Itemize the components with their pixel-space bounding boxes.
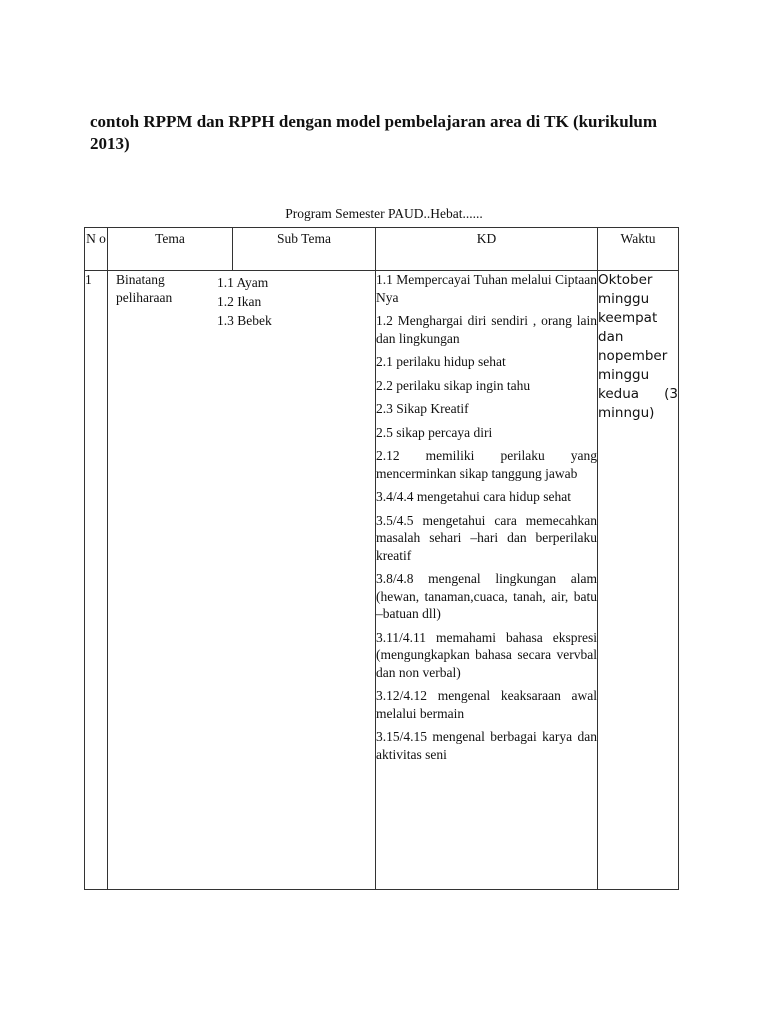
kd-item: 2.1 perilaku hidup sehat bbox=[376, 354, 506, 369]
kd-item: 3.11/4.11 memahami bahasa ekspresi (mengungkapkan bahasa secara vervbal dan non verbal) bbox=[376, 629, 597, 680]
sub-tema-item: 1.1 Ayam bbox=[217, 275, 269, 290]
cell-tema: Binatang peliharaan bbox=[116, 272, 173, 305]
sub-tema-list bbox=[217, 273, 272, 330]
kd-item: 2.3 Sikap Kreatif bbox=[376, 401, 469, 416]
table-header-row bbox=[85, 228, 679, 271]
kd-item: 3.4/4.4 mengetahui cara hidup sehat bbox=[376, 489, 571, 504]
sub-tema-item: 1.2 Ikan bbox=[217, 294, 262, 309]
sub-tema-item: 1.3 Bebek bbox=[217, 313, 272, 328]
header-sub-tema: Sub Tema bbox=[233, 228, 376, 271]
kd-item: 3.15/4.15 mengenal berbagai karya dan aktivitas seni bbox=[376, 729, 597, 762]
waktu-text: Oktober minggu keempat dan nopember minggu kedua (3 minngu) bbox=[598, 272, 678, 421]
kd-item: 3.5/4.5 mengetahui cara memecahkan masalah sehari –hari dan berperilaku kreatif bbox=[376, 512, 597, 563]
cell-tema-subtema bbox=[108, 271, 376, 890]
header-kd: KD bbox=[376, 228, 598, 271]
header-waktu: Waktu bbox=[598, 228, 679, 271]
kd-item: 2.5 sikap percaya diri bbox=[376, 424, 493, 440]
kd-item: 2.2 perilaku sikap ingin tahu bbox=[376, 377, 531, 393]
table-caption: Program Semester PAUD..Hebat...... bbox=[285, 206, 483, 221]
header-tema: Tema bbox=[108, 228, 233, 271]
kd-item: 1.1 Mempercayai Tuhan melalui Ciptaan Nya bbox=[376, 272, 597, 305]
cell-kd bbox=[376, 271, 598, 890]
kd-item: 1.2 Menghargai diri sendiri , orang lain dan lingkungan bbox=[376, 313, 597, 346]
cell-waktu bbox=[598, 271, 679, 890]
table-row bbox=[85, 271, 679, 890]
kd-item: 2.12 memiliki perilaku yang mencerminkan sikap tanggung jawab bbox=[376, 448, 597, 481]
kd-item: 3.12/4.12 mengenal keaksaraan awal melalui bermain bbox=[376, 688, 597, 721]
cell-no: 1 bbox=[85, 271, 108, 890]
program-semester-table bbox=[84, 227, 679, 890]
kd-item: 3.8/4.8 mengenal lingkungan alam (hewan, tanaman,cuaca, tanah, air, batu –batuan dll) bbox=[376, 571, 597, 621]
header-no: N o bbox=[85, 228, 108, 271]
document-title: contoh RPPM dan RPPH dengan model pembelajaran area di TK (kurikulum 2013) bbox=[90, 112, 658, 153]
